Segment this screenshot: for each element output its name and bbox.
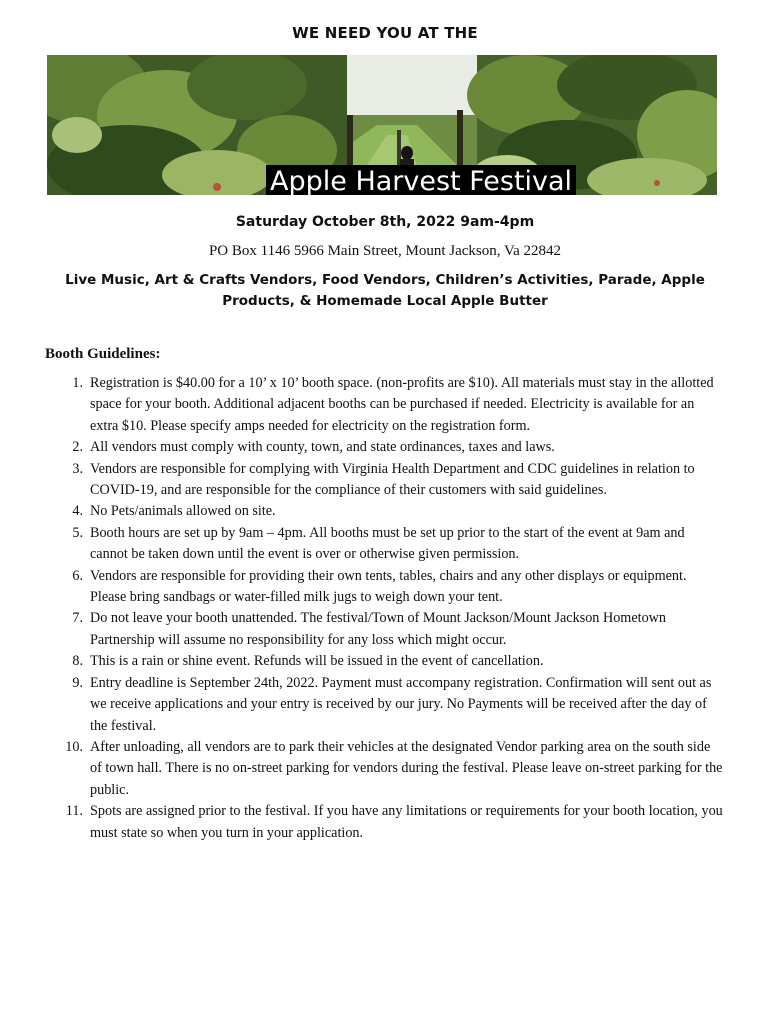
list-item-text: No Pets/animals allowed on site.	[90, 503, 276, 520]
list-item	[45, 523, 725, 566]
list-item-text: Spots are assigned prior to the festival. If you have any limitations or requirements for your booth location, you must state so when you turn in your application.	[90, 803, 723, 841]
list-item	[45, 437, 725, 458]
list-item	[45, 501, 725, 522]
list-item-text: Do not leave your booth unattended. The festival/Town of Mount Jackson/Mount Jackson Hometown Partnership will assume no responsibility for any loss which might occur.	[90, 610, 666, 648]
list-item-text: All vendors must comply with county, town, and state ordinances, taxes and laws.	[90, 439, 555, 456]
event-address: PO Box 1146 5966 Main Street, Mount Jackson, Va 22842	[208, 243, 562, 259]
list-item-number: 1.	[72, 375, 83, 391]
event-date-time: Saturday October 8th, 2022 9am-4pm	[235, 214, 535, 230]
list-item-number: 4.	[72, 503, 83, 520]
list-item-text: This is a rain or shine event. Refunds will be issued in the event of cancellation.	[90, 653, 544, 670]
list-item-number: 10.	[65, 738, 83, 755]
list-item	[45, 737, 725, 801]
list-item	[45, 801, 725, 844]
list-item-number: 3.	[72, 460, 83, 477]
list-item-number: 5.	[72, 524, 83, 541]
list-item-text: Entry deadline is September 24th, 2022. Payment must accompany registration. Confirmation will sent out as we receive applications and your entry is received by our jury. No Payments will be received after the day of the festival.	[90, 674, 712, 734]
list-item-text: Booth hours are set up by 9am – 4pm. All booths must be set up prior to the start of the event at 9am and cannot be taken down until the event is over or otherwise given permission.	[90, 524, 685, 563]
list-item-text: After unloading, all vendors are to park their vehicles at the designated Vendor parking area on the south side of town hall. There is no on-street parking for vendors during the festival. Please leave on-street parking for the public.	[90, 738, 723, 798]
list-item	[45, 566, 725, 609]
list-item	[45, 459, 725, 502]
list-item-number: 8.	[72, 653, 83, 670]
guidelines-heading: Booth Guidelines:	[45, 346, 161, 362]
guidelines-list	[45, 373, 725, 844]
list-item-number: 6.	[72, 567, 83, 584]
event-highlights: Live Music, Art & Crafts Vendors, Food Vendors, Children’s Activities, Parade, Apple Products, & Homemade Local Apple Butter	[65, 272, 705, 309]
list-item	[45, 373, 725, 437]
list-item	[45, 673, 725, 737]
list-item	[45, 608, 725, 651]
list-item-number: 11.	[65, 803, 83, 820]
list-item-text: Registration is $40.00 for a 10’ x 10’ booth space. (non-profits are $10). All materials must stay in the allotted space for your booth. Additional adjacent booths can be purchased if needed. Electricity is available for an extra $10. Please specify amps needed for electricity on the registration form.	[90, 375, 714, 434]
list-item-number: 2.	[72, 439, 83, 456]
list-item-number: 9.	[72, 674, 83, 691]
top-heading: WE NEED YOU AT THE	[292, 24, 478, 42]
list-item-number: 7.	[72, 610, 83, 627]
list-item-text: Vendors are responsible for complying with Virginia Health Department and CDC guidelines in relation to COVID-19, and are responsible for the compliance of their customers with said guidelines.	[90, 460, 695, 499]
banner-title: Apple Harvest Festival	[266, 165, 576, 195]
list-item-text: Vendors are responsible for providing their own tents, tables, chairs and any other displays or equipment. Please bring sandbags or water-filled milk jugs to weigh down your tent.	[90, 567, 687, 606]
orchard-banner-image	[47, 55, 717, 195]
list-item	[45, 651, 725, 672]
